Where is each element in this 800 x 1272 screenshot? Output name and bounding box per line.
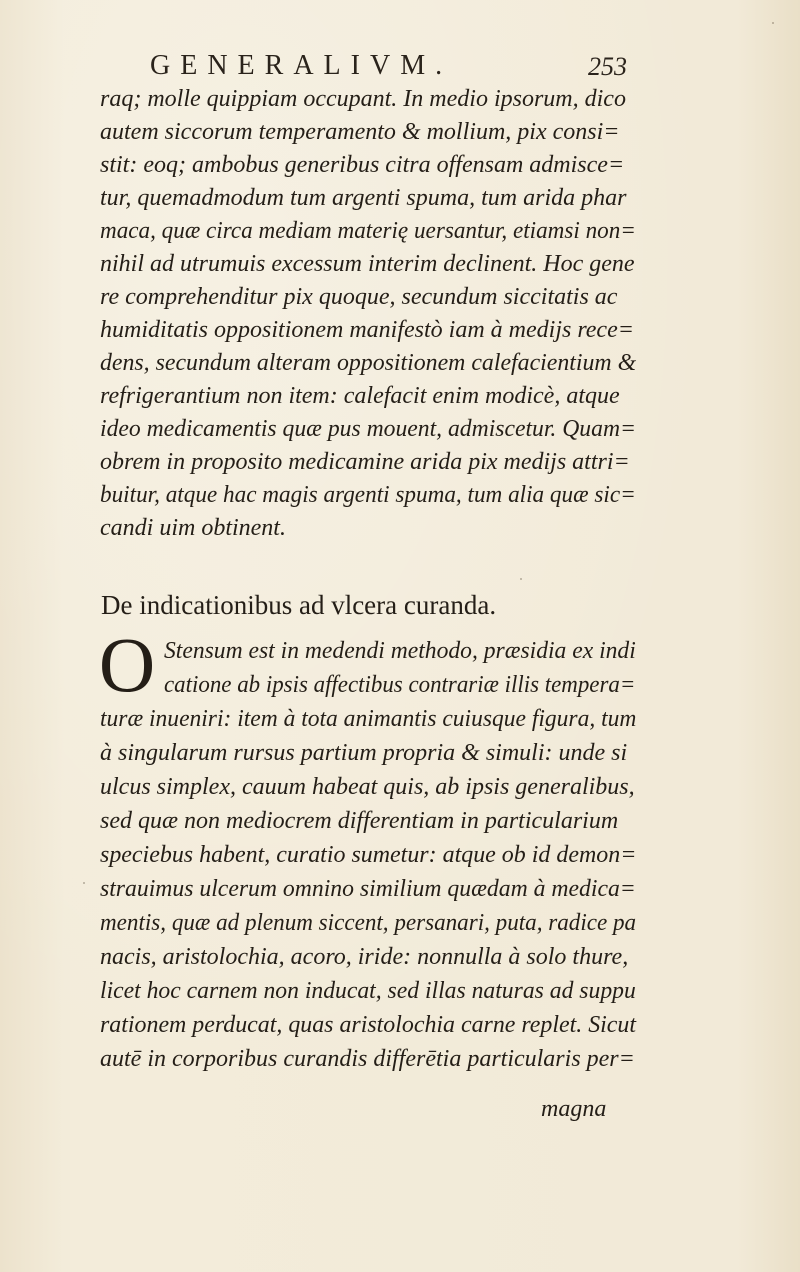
text-line: ulcus simplex, cauum habeat quis, ab ipsis generalibus, — [100, 774, 635, 800]
text-line: licet hoc carnem non inducat, sed illas naturas ad suppu — [100, 978, 636, 1004]
text-line: raq; molle quippiam occupant. In medio ipsorum, dico — [100, 86, 626, 112]
paper-speck — [83, 882, 85, 884]
text-line: ideo medicamentis quæ pus mouent, admiscetur. Quam= — [100, 416, 636, 442]
text-line: speciebus habent, curatio sumetur: atque ob id demon= — [100, 842, 637, 868]
text-line: nihil ad utrumuis excessum interim declinent. Hoc gene — [100, 251, 635, 277]
running-head-title: GENERALIVM. — [150, 50, 453, 81]
text-line: dens, secundum alteram oppositionem calefacientium & — [100, 350, 637, 376]
text-line: humiditatis oppositionem manifestò iam à medijs rece= — [100, 317, 634, 343]
text-line: rationem perducat, quas aristolochia carne replet. Sicut — [100, 1012, 637, 1038]
text-line: catione ab ipsis affectibus contrariæ illis tempera= — [164, 672, 636, 698]
running-head — [0, 50, 800, 84]
text-line: buitur, atque hac magis argenti spuma, tum alia quæ sic= — [100, 482, 636, 508]
text-line: tur, quemadmodum tum argenti spuma, tum arida phar — [100, 185, 627, 211]
page-number: 253 — [588, 52, 627, 81]
text-line: nacis, aristolochia, acoro, iride: nonnulla à solo thure, — [100, 944, 629, 970]
text-line: refrigerantium non item: calefacit enim modicè, atque — [100, 383, 620, 409]
section-heading: De indicationibus ad vlcera curanda. — [101, 590, 497, 620]
paper-speck — [772, 22, 774, 24]
text-line: turæ inueniri: item à tota animantis cuiusque figura, tum — [100, 706, 637, 732]
text-line: à singularum rursus partium propria & simuli: unde si — [100, 740, 628, 766]
text-line: maca, quæ circa mediam materię uersantur, etiamsi non= — [100, 218, 636, 244]
text-line: mentis, quæ ad plenum siccent, persanari, puta, radice pa — [100, 910, 637, 936]
catchword: magna — [541, 1096, 607, 1122]
drop-initial: O — [98, 621, 156, 708]
text-line: autem siccorum temperamento & mollium, pix consi= — [100, 119, 620, 145]
text-line: candi uim obtinent. — [100, 515, 286, 541]
text-line: re comprehenditur pix quoque, secundum siccitatis ac — [100, 284, 618, 310]
text-line: stit: eoq; ambobus generibus citra offensam admisce= — [100, 152, 625, 178]
text-line: autē in corporibus curandis differētia particularis per= — [100, 1046, 635, 1072]
text-line: sed quæ non mediocrem differentiam in particularium — [100, 808, 619, 834]
text-line: obrem in proposito medicamine arida pix medijs attri= — [100, 449, 630, 475]
paper-speck — [520, 578, 522, 580]
text-line: strauimus ulcerum omnino similium quædam à medica= — [100, 876, 636, 902]
text-line: Stensum est in medendi methodo, præsidia ex indi — [164, 638, 636, 664]
